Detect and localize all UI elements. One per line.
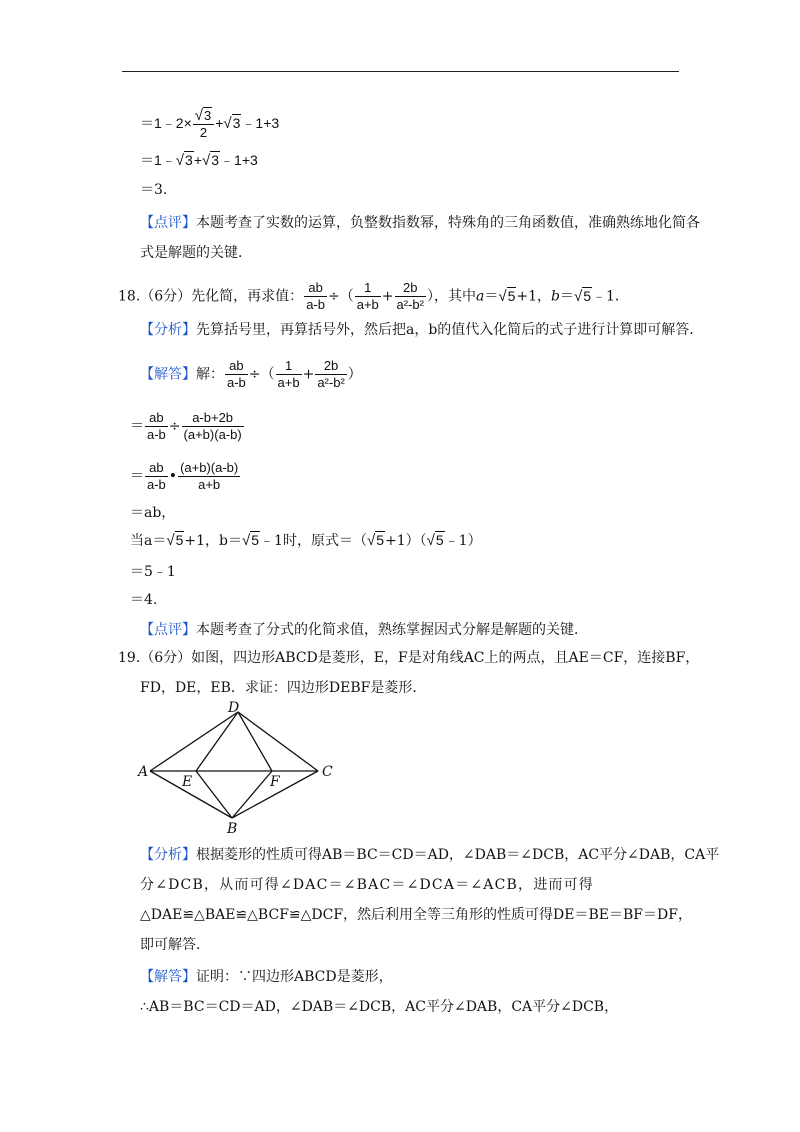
q18-answer-line-2: ＝ $\frac{ab}{a-b}$ ÷ $\frac{a-b+2b}{(a+b)(a-b)}$ [130,410,242,442]
edge-DC [238,712,318,771]
q19-statement-1: 19.（6分）如图，四边形ABCD是菱形，E，F是对角线AC上的两点，且AE＝CF，连接BF， [118,650,700,666]
q18-answer-line-1: 【解答】解： $\frac{ab}{a-b}$ ÷（ $\frac{1}{a+b}$ + $\frac{2b}{\text{a²-b²}}$ ） [140,358,362,390]
edge-AD [150,712,238,771]
header-rule [122,71,679,72]
q18-comment: 【点评】本题考查了分式的化简求值，熟练掌握因式分解是解题的关键． [140,622,588,638]
edge-FD [238,712,272,771]
q18-answer-line-7: ＝4. [130,592,158,608]
q18-statement: 18.（6分）先化简，再求值： $\frac{ab}{a-b}$ ÷（ $\frac{1}{a+b}$ + $\frac{2b}{\text{a²-b²}}$ ），其中a＝√5+1，b＝√5﹣1． [118,280,629,312]
s17-line-2: ＝1﹣√3+√3﹣1+3 [140,152,258,169]
q19-answer-1: 【解答】证明：∵四边形ABCD是菱形， [140,969,393,985]
edge-BF [232,771,272,818]
q18-answer-line-3: ＝ $\frac{ab}{a-b}$ • $\frac{(a+b)(a-b)}{a+b}$ [130,460,239,492]
label-E: E [182,774,193,790]
q18-answer-line-6: ＝5﹣1 [130,564,176,580]
label-B: B [227,821,238,837]
q19-answer-2: ∴AB＝BC＝CD＝AD，∠DAB＝∠DCB，AC平分∠DAB，CA平分∠DCB， [140,999,619,1015]
label-F: F [270,774,280,790]
q18-answer-line-4: ＝ab， [130,505,176,521]
q18-analysis: 【分析】先算括号里，再算括号外，然后把a，b的值代入化简后的式子进行计算即可解答． [140,322,704,338]
q18-answer-line-5: 当a＝√5+1，b＝√5﹣1时，原式＝（√5+1）（√5﹣1） [130,532,482,549]
comment-tag: 【点评】 [140,215,196,231]
label-D: D [228,700,240,716]
s17-comment-2: 式是解题的关键． [140,245,252,261]
q19-statement-2: FD，DE，EB．求证：四边形DEBF是菱形． [140,680,427,696]
q19-analysis-2: 分∠DCB，从而可得∠DAC＝∠BAC＝∠DCA＝∠ACB，进而可得 [140,877,594,893]
q19-analysis-1: 【分析】根据菱形的性质可得AB＝BC＝CD＝AD，∠DAB＝∠DCB，AC平分∠DAB，CA平 [140,847,720,863]
q19-analysis-4: 即可解答． [140,937,210,953]
label-A: A [138,764,149,780]
edge-EB [196,771,232,818]
s17-line-3: ＝3. [140,182,168,198]
edge-DE [196,712,238,771]
s17-line-1: ＝1﹣2× $\frac{√3}{2}$ +√3﹣1+3 [140,107,280,140]
rhombus-figure [130,700,350,840]
label-C: C [322,764,333,780]
s17-comment-1: 【点评】本题考查了实数的运算，负整数指数幂，特殊角的三角函数值，准确熟练地化简各 [140,215,700,231]
q19-analysis-3: △DAE≌△BAE≌△BCF≌△DCF，然后利用全等三角形的性质可得DE＝BE＝BF＝DF， [140,907,692,923]
